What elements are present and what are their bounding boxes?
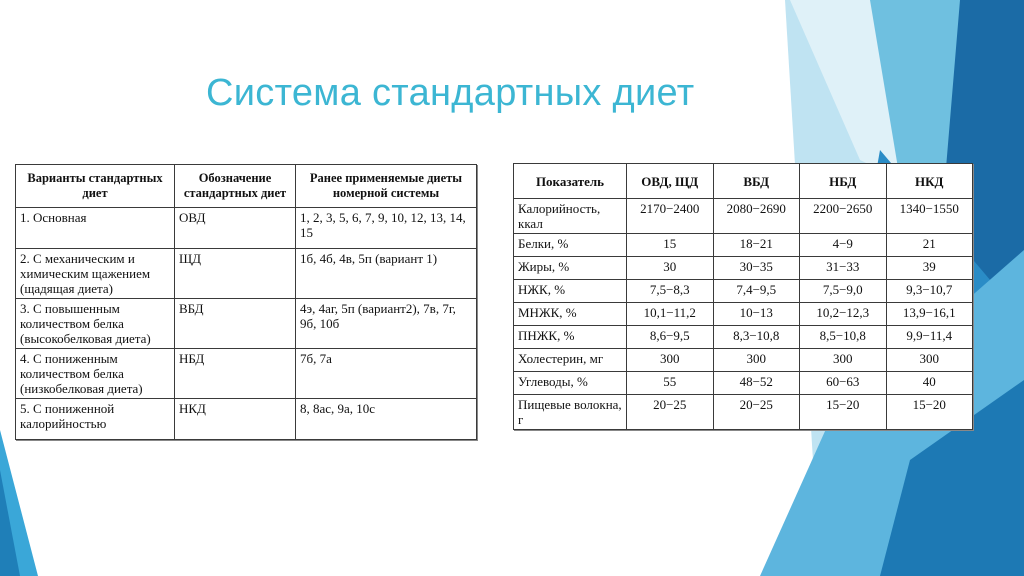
column-header: Обозначение стандартных диет: [175, 165, 296, 208]
indicator-cell: Углеводы, %: [514, 372, 627, 395]
value-cell: 7,4−9,5: [713, 280, 800, 303]
value-cell: 8,6−9,5: [627, 326, 714, 349]
table-row: [514, 372, 973, 395]
value-cell: 30: [627, 257, 714, 280]
value-cell: 30−35: [713, 257, 800, 280]
value-cell: 15−20: [800, 395, 887, 430]
table-header-row: [514, 164, 973, 199]
old-diets-cell: 8, 8ас, 9а, 10с: [296, 399, 477, 440]
variant-cell: 4. С пониженным количеством белка (низкобелковая диета): [16, 349, 175, 399]
value-cell: 10−13: [713, 303, 800, 326]
column-header: Ранее применяемые диеты номерной системы: [296, 165, 477, 208]
table-row: [16, 399, 477, 440]
table-row: [514, 257, 973, 280]
column-header: ВБД: [713, 164, 800, 199]
variant-cell: 1. Основная: [16, 208, 175, 249]
nutrients-table: [513, 163, 973, 430]
code-cell: НКД: [175, 399, 296, 440]
value-cell: 300: [713, 349, 800, 372]
indicator-cell: Холестерин, мг: [514, 349, 627, 372]
indicator-cell: Калорийность, ккал: [514, 199, 627, 234]
indicator-cell: НЖК, %: [514, 280, 627, 303]
value-cell: 300: [627, 349, 714, 372]
table-row: [514, 199, 973, 234]
value-cell: 21: [886, 234, 973, 257]
value-cell: 18−21: [713, 234, 800, 257]
value-cell: 31−33: [800, 257, 887, 280]
table-row: [16, 349, 477, 399]
column-header: Показатель: [514, 164, 627, 199]
value-cell: 40: [886, 372, 973, 395]
value-cell: 15−20: [886, 395, 973, 430]
value-cell: 10,1−11,2: [627, 303, 714, 326]
old-diets-cell: 1б, 4б, 4в, 5п (вариант 1): [296, 249, 477, 299]
value-cell: 1340−1550: [886, 199, 973, 234]
indicator-cell: Жиры, %: [514, 257, 627, 280]
value-cell: 2200−2650: [800, 199, 887, 234]
indicator-cell: МНЖК, %: [514, 303, 627, 326]
column-header: ОВД, ЩД: [627, 164, 714, 199]
variant-cell: 2. С механическим и химическим щажением (щадящая диета): [16, 249, 175, 299]
value-cell: 2170−2400: [627, 199, 714, 234]
variant-cell: 5. С пониженной калорийностью: [16, 399, 175, 440]
table-row: [514, 326, 973, 349]
value-cell: 48−52: [713, 372, 800, 395]
table-row: [16, 249, 477, 299]
column-header: НКД: [886, 164, 973, 199]
table-row: [514, 280, 973, 303]
table-header-row: [16, 165, 477, 208]
diet-variants-table: [15, 164, 477, 440]
value-cell: 20−25: [713, 395, 800, 430]
value-cell: 8,5−10,8: [800, 326, 887, 349]
code-cell: ЩД: [175, 249, 296, 299]
column-header: Варианты стандартных диет: [16, 165, 175, 208]
table-row: [514, 234, 973, 257]
value-cell: 13,9−16,1: [886, 303, 973, 326]
indicator-cell: Пищевые волокна, г: [514, 395, 627, 430]
table-row: [514, 303, 973, 326]
value-cell: 7,5−9,0: [800, 280, 887, 303]
value-cell: 7,5−8,3: [627, 280, 714, 303]
old-diets-cell: 7б, 7а: [296, 349, 477, 399]
value-cell: 10,2−12,3: [800, 303, 887, 326]
table-row: [514, 349, 973, 372]
value-cell: 15: [627, 234, 714, 257]
table-row: [16, 299, 477, 349]
code-cell: ОВД: [175, 208, 296, 249]
value-cell: 55: [627, 372, 714, 395]
old-diets-cell: 1, 2, 3, 5, 6, 7, 9, 10, 12, 13, 14, 15: [296, 208, 477, 249]
column-header: НБД: [800, 164, 887, 199]
value-cell: 4−9: [800, 234, 887, 257]
code-cell: ВБД: [175, 299, 296, 349]
indicator-cell: ПНЖК, %: [514, 326, 627, 349]
variant-cell: 3. С повышенным количеством белка (высокобелковая диета): [16, 299, 175, 349]
value-cell: 300: [800, 349, 887, 372]
table-row: [514, 395, 973, 430]
value-cell: 60−63: [800, 372, 887, 395]
value-cell: 2080−2690: [713, 199, 800, 234]
old-diets-cell: 4э, 4аг, 5п (вариант2), 7в, 7г, 9б, 10б: [296, 299, 477, 349]
value-cell: 8,3−10,8: [713, 326, 800, 349]
code-cell: НБД: [175, 349, 296, 399]
table-row: [16, 208, 477, 249]
indicator-cell: Белки, %: [514, 234, 627, 257]
value-cell: 300: [886, 349, 973, 372]
value-cell: 39: [886, 257, 973, 280]
slide-title: Система стандартных диет: [206, 72, 695, 114]
value-cell: 20−25: [627, 395, 714, 430]
value-cell: 9,3−10,7: [886, 280, 973, 303]
value-cell: 9,9−11,4: [886, 326, 973, 349]
